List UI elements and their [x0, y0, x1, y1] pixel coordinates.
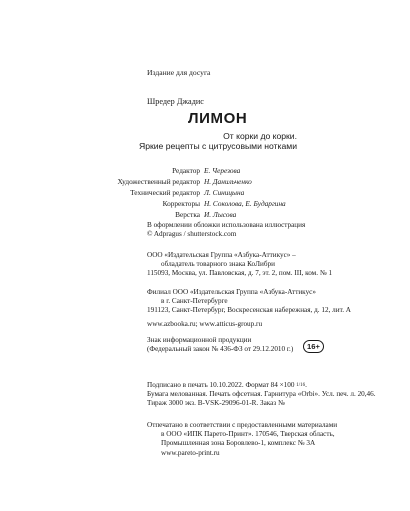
credit-role: Корректоры: [162, 199, 200, 208]
credit-name: Л. Синицына: [204, 188, 245, 197]
book-title: ЛИМОН: [188, 110, 248, 127]
subtitle-line-2: Яркие рецепты с цитрусовыми нотками: [139, 141, 297, 151]
subtitle-line-1: От корки до корки.: [223, 131, 297, 141]
credit-name: Н. Соколова, Е. Бударгина: [204, 199, 286, 208]
info-mark-line: Знак информационной продукции: [147, 336, 252, 344]
author-name: Шредер Джадис: [147, 97, 204, 106]
cover-note-line: © Adpragus / shutterstock.com: [147, 230, 237, 239]
credit-role: Верстка: [175, 210, 200, 219]
format-fraction: 1/16: [296, 383, 306, 388]
cover-note-line: В оформлении обложки использована иллюстрация: [147, 221, 306, 229]
credit-proofreaders: [0, 198, 410, 209]
branch-address: 191123, Санкт-Петербург, Воскресенская набережная, д. 12, лит. А: [147, 306, 351, 315]
credit-role: Редактор: [172, 166, 200, 175]
branch-line: Филиал ООО «Издательская Группа «Азбука-Аттикус»: [147, 288, 316, 296]
websites: [147, 320, 392, 329]
printer-website: www.pareto-print.ru: [161, 448, 220, 457]
print-info-line: [147, 381, 392, 390]
publisher-line: обладатель товарного знака КоЛибри: [161, 260, 275, 269]
publisher-address: 115093, Москва, ул. Павловская, д. 7, эт. 2, пом. III, ком. № 1: [147, 269, 333, 278]
credit-name: Е. Черезова: [204, 166, 241, 175]
series-label: Издание для досуга: [147, 68, 211, 77]
credit-role: Технический редактор: [130, 188, 200, 197]
credit-name: И. Лысова: [204, 210, 237, 219]
cover-note: [147, 221, 392, 239]
websites-line: www.azbooka.ru; www.atticus-group.ru: [147, 320, 263, 328]
credit-role: Художественный редактор: [117, 177, 200, 186]
credit-art-editor: [0, 176, 410, 187]
print-info-suffix: .: [305, 381, 307, 389]
info-mark-law: (Федеральный закон № 436-ФЗ от 29.12.2010 г.): [147, 345, 294, 354]
print-info-line: Тираж 3000 экз. B-VSK-29096-01-R. Заказ №: [147, 399, 285, 408]
branch-info: [147, 288, 392, 316]
printer-line: Отпечатано в соответствии с предоставленными материалами: [147, 421, 338, 429]
credit-editor: [0, 165, 410, 176]
printer-line: в ООО «ИПК Парето-Принт». 170546, Тверская область,: [161, 430, 335, 439]
print-info: [147, 381, 392, 409]
credit-name: Н. Данильченко: [204, 177, 252, 186]
publisher-line: ООО «Издательская Группа «Азбука-Аттикус» –: [147, 251, 296, 259]
credits-list: [0, 165, 410, 220]
branch-line: в г. Санкт-Петербурге: [161, 297, 228, 306]
publisher-info: [147, 251, 392, 279]
info-mark: [147, 336, 392, 354]
printer-line: Промышленная зона Боровлево-1, комплекс № 3А: [161, 439, 316, 448]
print-info-text: Подписано в печать 10.10.2022. Формат 84 ×100: [147, 381, 297, 389]
printer-info: [147, 421, 392, 458]
credit-layout: [0, 209, 410, 220]
print-info-line: Бумага мелованная. Печать офсетная. Гарнитура «Orbi». Усл. печ. л. 20,46.: [147, 390, 376, 399]
age-rating-badge: 16+: [303, 340, 324, 353]
credit-tech-editor: [0, 187, 410, 198]
